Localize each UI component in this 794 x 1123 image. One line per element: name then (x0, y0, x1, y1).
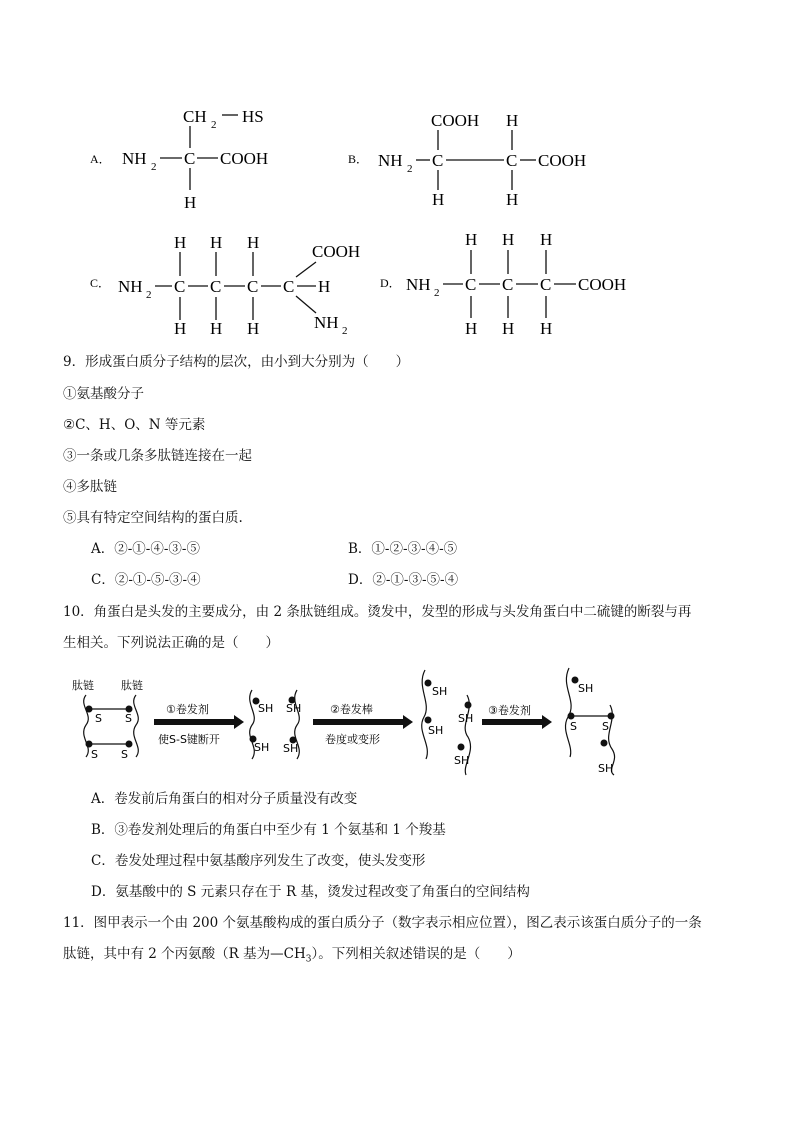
svg-text:2: 2 (342, 325, 348, 337)
svg-text:C: C (432, 151, 444, 170)
svg-text:SH: SH (254, 741, 270, 754)
q9-option-a[interactable]: A．②-①-④-③-⑤ (91, 541, 200, 557)
arrow1-top-label: ①卷发剂 (166, 703, 209, 716)
svg-text:H: H (502, 230, 515, 249)
svg-text:SH: SH (598, 762, 614, 775)
svg-text:H: H (502, 319, 515, 338)
svg-text:C: C (540, 275, 552, 294)
svg-text:SH: SH (283, 742, 299, 755)
svg-text:2: 2 (211, 119, 217, 131)
q10-option-c[interactable]: C．卷发处理过程中氨基酸序列发生了改变，使头发变形 (91, 853, 426, 869)
svg-text:SH: SH (428, 724, 444, 737)
q9-option-c[interactable]: C．②-①-⑤-③-④ (91, 572, 201, 588)
svg-text:C: C (506, 151, 518, 170)
q10-option-d[interactable]: D．氨基酸中的 S 元素只存在于 R 基，烫发过程改变了角蛋白的空间结构 (91, 884, 530, 900)
svg-text:C．: C． (90, 276, 111, 290)
svg-text:2: 2 (434, 287, 440, 299)
svg-text:S: S (95, 712, 102, 725)
svg-text:D．: D． (380, 276, 401, 290)
svg-text:2: 2 (151, 161, 157, 173)
svg-text:SH: SH (454, 754, 470, 767)
svg-text:H: H (247, 233, 260, 252)
q10-stem-line2: 生相关。下列说法正确的是（ ） (63, 635, 279, 651)
q9-option-b[interactable]: B．①-②-③-④-⑤ (348, 541, 458, 557)
svg-text:C: C (210, 277, 222, 296)
svg-text:H: H (174, 233, 187, 252)
arrow1-bottom-label: 使S-S键断开 (158, 733, 220, 746)
svg-text:2: 2 (146, 289, 152, 301)
svg-text:H: H (210, 233, 223, 252)
arrow2-top-label: ②卷发棒 (330, 703, 373, 716)
svg-text:S: S (602, 720, 609, 733)
svg-text:2: 2 (407, 163, 413, 175)
structure-d (380, 230, 626, 338)
q10-option-a[interactable]: A．卷发前后角蛋白的相对分子质量没有改变 (91, 791, 358, 807)
svg-text:COOH: COOH (220, 149, 269, 168)
q9-item-4: ④多肽链 (63, 479, 117, 495)
q9-item-5: ⑤具有特定空间结构的蛋白质. (63, 510, 243, 526)
svg-text:COOH: COOH (312, 242, 361, 261)
chain-label-1: 肽链 (72, 679, 94, 692)
svg-text:C: C (465, 275, 477, 294)
svg-text:COOH: COOH (578, 275, 627, 294)
svg-text:SH: SH (258, 702, 274, 715)
svg-text:H: H (506, 190, 519, 209)
q9-item-2: ②C、H、O、N 等元素 (63, 417, 206, 433)
svg-text:SH: SH (458, 712, 474, 725)
svg-text:H: H (184, 193, 197, 212)
chain-label-2: 肽链 (121, 679, 143, 692)
q9-option-d[interactable]: D．②-①-③-⑤-④ (348, 572, 459, 588)
svg-text:COOH: COOH (538, 151, 587, 170)
svg-text:H: H (247, 319, 260, 338)
svg-text:H: H (318, 277, 331, 296)
arrow2-bottom-label: 卷度或变形 (325, 733, 380, 746)
svg-text:CH: CH (183, 107, 207, 126)
svg-text:H: H (465, 319, 478, 338)
q9-item-3: ③一条或几条多肽链连接在一起 (63, 448, 252, 464)
svg-text:SH: SH (286, 702, 302, 715)
svg-text:NH: NH (122, 149, 147, 168)
svg-text:S: S (91, 748, 98, 761)
svg-text:H: H (540, 319, 553, 338)
svg-text:NH: NH (314, 313, 339, 332)
svg-text:NH: NH (406, 275, 431, 294)
structure-c (90, 233, 360, 338)
perm-process-figure (0, 665, 794, 785)
svg-text:SH: SH (432, 685, 448, 698)
structure-a (90, 107, 268, 212)
q11-stem-line1: 11．图甲表示一个由 200 个氨基酸构成的蛋白质分子（数字表示相应位置），图乙表示该蛋白质分子的一条 (63, 915, 702, 931)
svg-text:C: C (247, 277, 259, 296)
structure-b (348, 111, 586, 209)
q11-stem-line2: 肽链，其中有 2 个丙氨酸（R 基为$—CH_3$）。下列相关叙述错误的是（ ） (63, 946, 521, 965)
svg-text:B．: B． (348, 152, 369, 166)
svg-text:HS: HS (242, 107, 264, 126)
svg-text:H: H (210, 319, 223, 338)
svg-text:H: H (540, 230, 553, 249)
svg-text:S: S (121, 748, 128, 761)
svg-text:S: S (125, 712, 132, 725)
svg-text:C: C (184, 149, 196, 168)
svg-text:C: C (283, 277, 295, 296)
svg-text:NH: NH (378, 151, 403, 170)
svg-text:H: H (174, 319, 187, 338)
q10-option-b[interactable]: B．③卷发剂处理后的角蛋白中至少有 1 个氨基和 1 个羧基 (91, 822, 446, 838)
svg-text:S: S (570, 720, 577, 733)
svg-text:H: H (432, 190, 445, 209)
svg-text:COOH: COOH (431, 111, 480, 130)
q9-item-1: ①氨基酸分子 (63, 386, 144, 402)
svg-text:H: H (465, 230, 478, 249)
svg-text:C: C (502, 275, 514, 294)
svg-text:NH: NH (118, 277, 143, 296)
q10-stem-line1: 10．角蛋白是头发的主要成分，由 2 条肽链组成。烫发中，发型的形成与头发角蛋白中二硫键的断裂与再 (63, 604, 692, 620)
q9-stem: 9．形成蛋白质分子结构的层次，由小到大分别为（ ） (63, 354, 410, 370)
svg-text:SH: SH (578, 682, 594, 695)
svg-text:C: C (174, 277, 186, 296)
structural-formulas (0, 0, 794, 345)
svg-text:A．: A． (90, 152, 111, 166)
arrow3-top-label: ③卷发剂 (488, 704, 531, 717)
svg-text:H: H (506, 111, 519, 130)
